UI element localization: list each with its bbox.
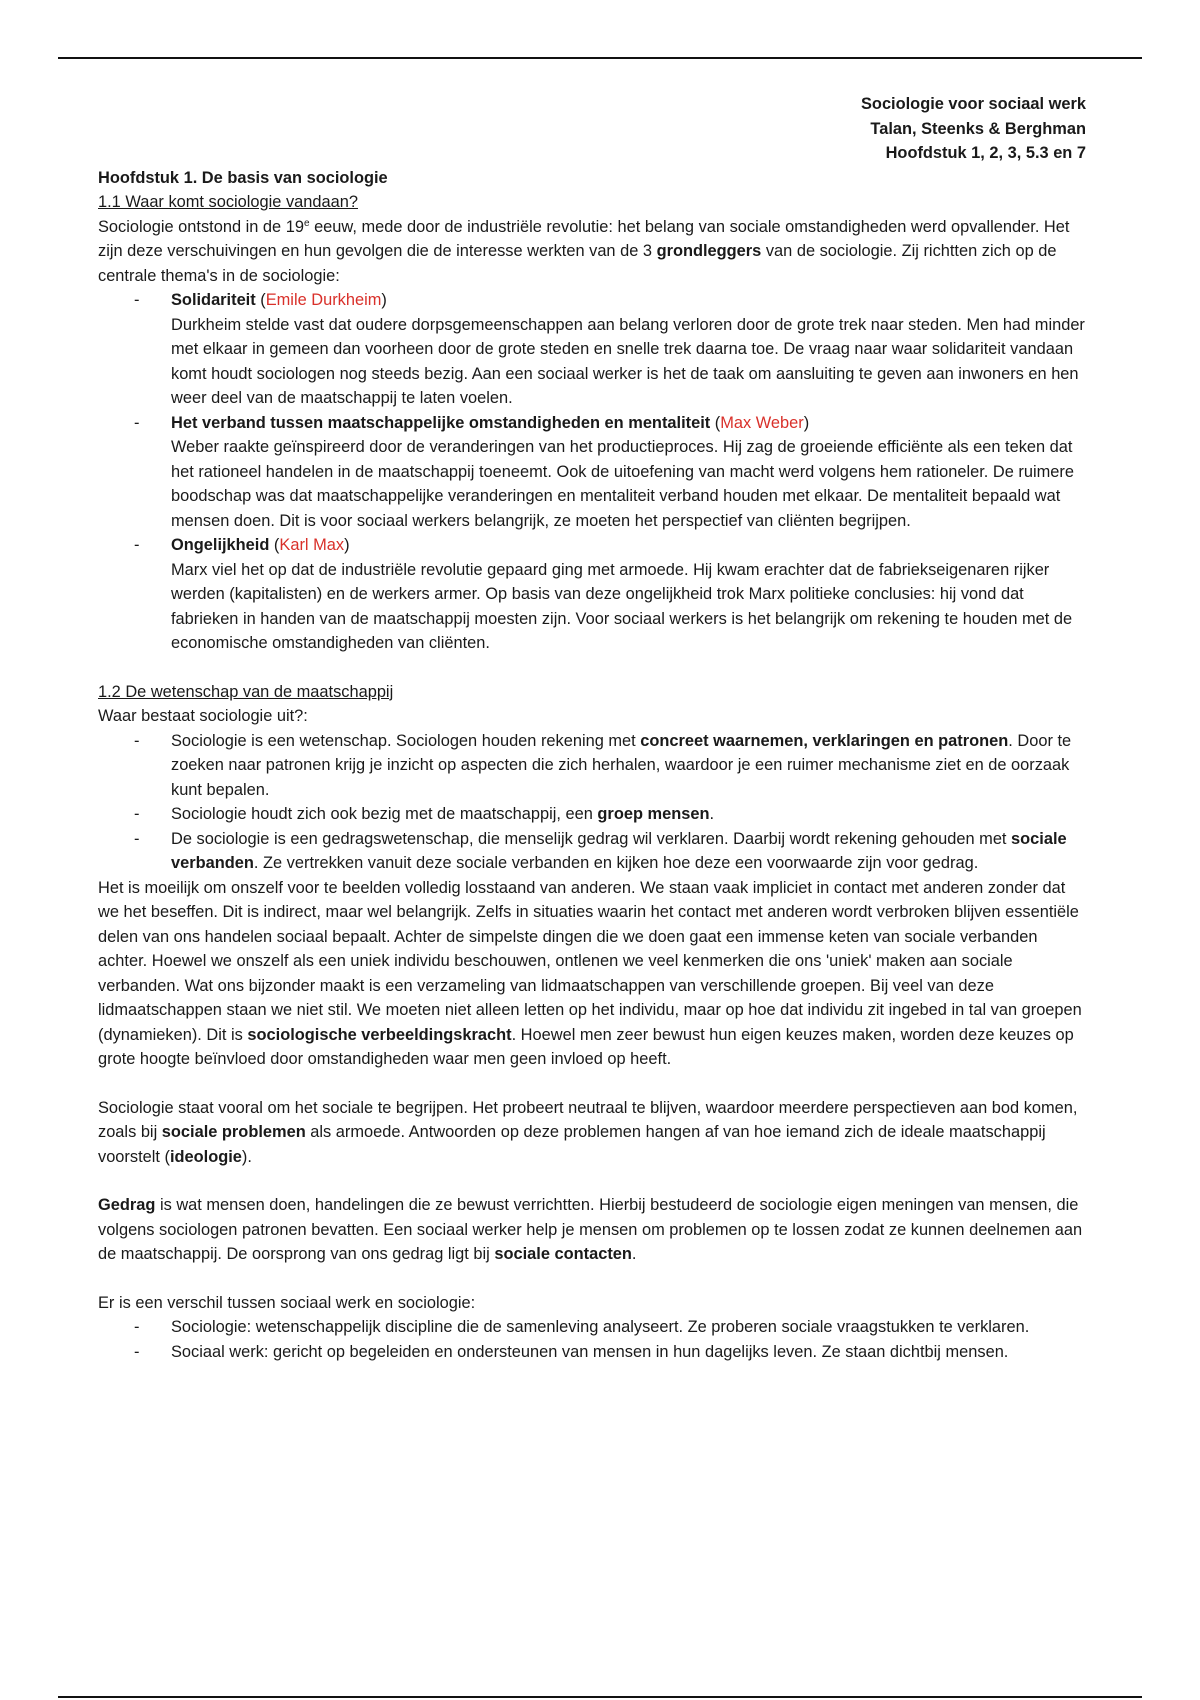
header-chapters: Hoofdstuk 1, 2, 3, 5.3 en 7 bbox=[885, 144, 1086, 162]
author-name: Karl Max bbox=[279, 536, 345, 554]
list-item: - Ongelijkheid (Karl Max) Marx viel het op dat de industriële revolutie gepaard ging met armoede. Hij kwam erachter dat de fabriekseigenaren rijker werden (kapitalisten) en de werkers armer. Op basis van deze ongelijkheid trok Marx politieke conclusies: hij vond dat fabrieken in handen van de maatschappij moesten zijn. Voor sociaal werkers is het belangrijk om rekening te houden met de economische omstandigheden van cliënten. bbox=[98, 533, 1088, 656]
list-item: - Het verband tussen maatschappelijke omstandigheden en mentaliteit (Max Weber) Weber raakte geïnspireerd door de veranderingen van het productieproces. Hij zag de groeiende efficiënte als een teken dat het rationeel handelen in de maatschappij toeneemt. Ook de uitoefening van macht werd volgens hem rationeler. De ruimere boodschap was dat maatschappelijke veranderingen en mentaliteit verband houden met elkaar. De mentaliteit bepaald wat mensen doen. Dit is voor sociaal werkers belangrijk, ze moeten het perspectief van cliënten begrijpen. bbox=[98, 411, 1088, 534]
top-rule bbox=[58, 57, 1142, 59]
list-item: - Sociaal werk: gericht op begeleiden en ondersteunen van mensen in hun dagelijks leven. Ze staan dichtbij mensen. bbox=[98, 1340, 1088, 1365]
paragraph-behaviour: Gedrag is wat mensen doen, handelingen die ze bewust verrichtten. Hierbij bestudeerd de sociologie eigen meningen van mensen, die volgens sociologen patronen bevatten. Een sociaal werker help je mensen om problemen op te lossen zodat ze kunnen deelnemen aan de maatschappij. De oorsprong van ons gedrag ligt bij sociale contacten. bbox=[98, 1196, 1083, 1263]
section-1-2-intro: Waar bestaat sociologie uit?: bbox=[98, 707, 308, 725]
header-authors: Talan, Steenks & Berghman bbox=[870, 119, 1086, 138]
list-item: - Sociologie is een wetenschap. Sociologen houden rekening met concreet waarnemen, verklaringen en patronen. Door te zoeken naar patronen krijg je inzicht op aspecten die zich herhalen, waardoor je een ruimer mechanisme ziet en de oorzaak kunt bepalen. bbox=[98, 729, 1088, 803]
list-item: - De sociologie is een gedragswetenschap, die menselijk gedrag wil verklaren. Daarbij wordt rekening gehouden met sociale verbanden. Ze vertrekken vanuit deze sociale verbanden en kijken hoe deze een voorwaarde zijn voor gedrag. bbox=[98, 827, 1088, 876]
founders-list bbox=[98, 288, 1088, 656]
paragraph-sociological-imagination: Het is moeilijk om onszelf voor te beelden volledig losstaand van anderen. We staan vaak impliciet in contact met anderen zonder dat we het beseffen. Dit is indirect, maar wel belangrijk. Zelfs in situaties waarin het contact met anderen wordt verbroken blijven essentiële delen van ons handelen sociaal bepaalt. Achter de simpelste dingen die we doen gaat een immense keten van sociale verbanden achter. Hoewel we onszelf als een uniek individu beschouwen, ontlenen we veel kenmerken die ons 'uniek' maken aan sociale verbanden. Wat ons bijzonder maakt is een verzameling van lidmaatschappen van verschillende groepen. Bij veel van deze lidmaatschappen staan we niet stil. We moeten niet alleen letten op het individu, maar op hoe dat individu zit ingebed in tal van groepen (dynamieken). Dit is sociologische verbeeldingskracht. Hoewel men zeer bewust hun eigen keuzes maken, worden deze keuzes op grote hoogte beïnvloed door omstandigheden waar men geen invloed op heeft. bbox=[98, 878, 1082, 1068]
section-1-1-heading: 1.1 Waar komt sociologie vandaan? bbox=[98, 193, 358, 211]
header-course-title: Sociologie voor sociaal werk bbox=[861, 95, 1086, 113]
document-page bbox=[98, 92, 1088, 1364]
science-list bbox=[98, 729, 1088, 876]
list-item: - Sociologie houdt zich ook bezig met de maatschappij, een groep mensen. bbox=[98, 802, 1088, 827]
bottom-rule bbox=[58, 1696, 1142, 1698]
section-1-2-heading: 1.2 De wetenschap van de maatschappij bbox=[98, 682, 394, 701]
paragraph-social-problems: Sociologie staat vooral om het sociale te begrijpen. Het probeert neutraal te blijven, waardoor meerdere perspectieven aan bod komen, zoals bij sociale problemen als armoede. Antwoorden op deze problemen hangen af van hoe iemand zich de ideale maatschappij voorstelt (ideologie). bbox=[98, 1098, 1078, 1166]
chapter-title: Hoofdstuk 1. De basis van sociologie bbox=[98, 168, 388, 187]
document-header bbox=[98, 92, 1088, 166]
author-name: Max Weber bbox=[720, 413, 804, 432]
list-item: - Sociologie: wetenschappelijk discipline die de samenleving analyseert. Ze proberen sociale vraagstukken te verklaren. bbox=[98, 1315, 1088, 1340]
paragraph-difference: Er is een verschil tussen sociaal werk en sociologie: bbox=[98, 1293, 476, 1312]
list-item: - Solidariteit (Emile Durkheim) Durkheim stelde vast dat oudere dorpsgemeenschappen aan belang verloren door de grote trek naar steden. Men had minder met elkaar in gemeen dan voorheen door de grote steden en snelle trek daarna toe. De vraag naar waar solidariteit vandaan komt houdt sociologen nog steeds bezig. Aan een sociaal werker is het de taak om aansluiting te geven aan inwoners en hen weer deel van de maatschappij te laten voelen. bbox=[98, 288, 1088, 411]
author-name: Emile Durkheim bbox=[265, 291, 382, 309]
difference-list bbox=[98, 1315, 1088, 1364]
section-1-1-intro: Sociologie ontstond in de 19e eeuw, mede door de industriële revolutie: het belang van sociale omstandigheden werd opvallender. Het zijn deze verschuivingen en hun gevolgen die de interesse werkten van de 3 grondleggers van de sociologie. Zij richtten zich op de centrale thema's in de sociologie: bbox=[98, 217, 1070, 285]
